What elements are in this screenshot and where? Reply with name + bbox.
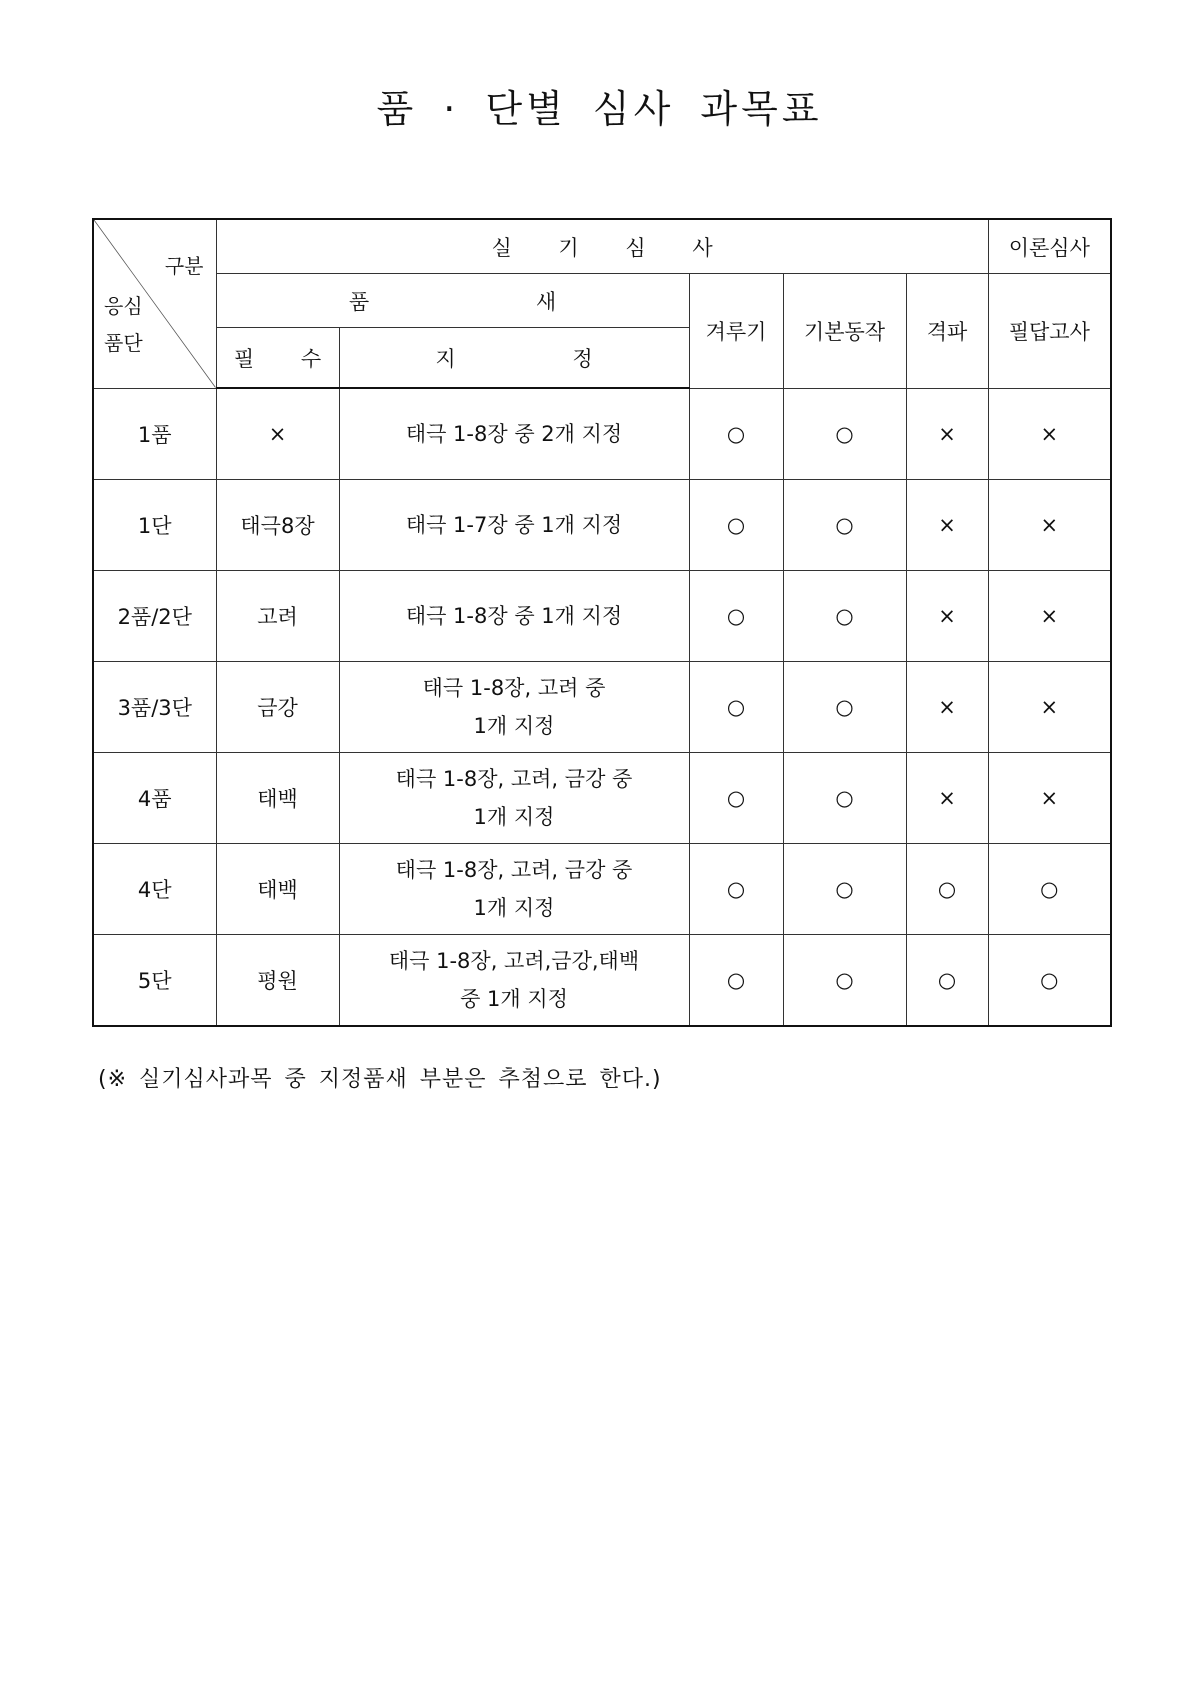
basic-moves-cell: ○	[783, 388, 906, 480]
written-test-cell: ×	[988, 662, 1111, 753]
header-breaking: 격파	[906, 274, 988, 389]
header-sparring: 겨루기	[689, 274, 783, 389]
required-poomsae-cell: 태백	[216, 753, 339, 844]
sparring-cell: ○	[689, 662, 783, 753]
table-row	[93, 935, 1111, 1027]
header-designated: 지 정	[339, 328, 689, 389]
breaking-cell: ○	[906, 935, 988, 1027]
designated-line1: 태극 1-8장 중 2개 지정	[405, 422, 623, 446]
required-poomsae-cell: 금강	[216, 662, 339, 753]
rank-cell: 4단	[93, 844, 216, 935]
header-theory-exam: 이론심사	[988, 219, 1111, 274]
sparring-cell: ○	[689, 571, 783, 662]
written-test-cell: ×	[988, 480, 1111, 571]
header-required: 필 수	[216, 328, 339, 389]
designated-poomsae-cell	[339, 480, 689, 571]
sparring-cell: ○	[689, 844, 783, 935]
breaking-cell: ×	[906, 753, 988, 844]
designated-line1: 태극 1-7장 중 1개 지정	[405, 513, 623, 537]
rank-cell: 5단	[93, 935, 216, 1027]
designated-line2: 1개 지정	[473, 714, 555, 738]
basic-moves-cell: ○	[783, 753, 906, 844]
footnote: (※ 실기심사과목 중 지정품새 부분은 추첨으로 한다.)	[98, 1067, 662, 1092]
rank-cell: 1품	[93, 388, 216, 480]
header-applicant-label: 응심	[104, 294, 143, 318]
basic-moves-cell: ○	[783, 480, 906, 571]
written-test-cell: ×	[988, 571, 1111, 662]
breaking-cell: ×	[906, 480, 988, 571]
header-corner-cell	[93, 219, 216, 388]
basic-moves-cell: ○	[783, 844, 906, 935]
header-practical-exam: 실 기 심 사	[216, 219, 988, 274]
table-row	[93, 844, 1111, 935]
designated-line1: 태극 1-8장, 고려, 금강 중	[395, 858, 633, 882]
basic-moves-cell: ○	[783, 571, 906, 662]
sparring-cell: ○	[689, 753, 783, 844]
written-test-cell: ○	[988, 935, 1111, 1027]
required-poomsae-cell: 고려	[216, 571, 339, 662]
page-title: 품 · 단별 심사 과목표	[376, 87, 823, 131]
designated-poomsae-cell	[339, 571, 689, 662]
breaking-cell: ○	[906, 844, 988, 935]
designated-poomsae-cell	[339, 662, 689, 753]
exam-subjects-table	[92, 218, 1112, 1027]
table-row	[93, 571, 1111, 662]
designated-line2: 1개 지정	[473, 896, 555, 920]
rank-cell: 3품/3단	[93, 662, 216, 753]
header-rank-label: 품단	[104, 331, 143, 355]
sparring-cell: ○	[689, 480, 783, 571]
required-poomsae-cell: 태백	[216, 844, 339, 935]
table-row	[93, 388, 1111, 480]
breaking-cell: ×	[906, 662, 988, 753]
table-row	[93, 662, 1111, 753]
designated-line1: 태극 1-8장, 고려 중	[422, 676, 606, 700]
designated-line2: 중 1개 지정	[460, 987, 568, 1011]
rank-cell: 1단	[93, 480, 216, 571]
designated-poomsae-cell	[339, 753, 689, 844]
designated-line1: 태극 1-8장, 고려,금강,태백	[388, 949, 640, 973]
header-written-test: 필답고사	[988, 274, 1111, 389]
designated-line2: 1개 지정	[473, 805, 555, 829]
basic-moves-cell: ○	[783, 662, 906, 753]
written-test-cell: ×	[988, 388, 1111, 480]
required-poomsae-cell: 태극8장	[216, 480, 339, 571]
header-category-label: 구분	[164, 254, 204, 278]
designated-poomsae-cell	[339, 935, 689, 1027]
designated-line1: 태극 1-8장 중 1개 지정	[405, 604, 623, 628]
sparring-cell: ○	[689, 935, 783, 1027]
header-poomsae: 품 새	[216, 274, 689, 328]
designated-line1: 태극 1-8장, 고려, 금강 중	[395, 767, 633, 791]
designated-poomsae-cell	[339, 844, 689, 935]
written-test-cell: ×	[988, 753, 1111, 844]
table-row	[93, 480, 1111, 571]
table-row	[93, 753, 1111, 844]
header-basic-moves: 기본동작	[783, 274, 906, 389]
breaking-cell: ×	[906, 388, 988, 480]
written-test-cell: ○	[988, 844, 1111, 935]
rank-cell: 2품/2단	[93, 571, 216, 662]
breaking-cell: ×	[906, 571, 988, 662]
basic-moves-cell: ○	[783, 935, 906, 1027]
required-poomsae-cell: ×	[216, 388, 339, 480]
sparring-cell: ○	[689, 388, 783, 480]
required-poomsae-cell: 평원	[216, 935, 339, 1027]
designated-poomsae-cell	[339, 388, 689, 480]
rank-cell: 4품	[93, 753, 216, 844]
